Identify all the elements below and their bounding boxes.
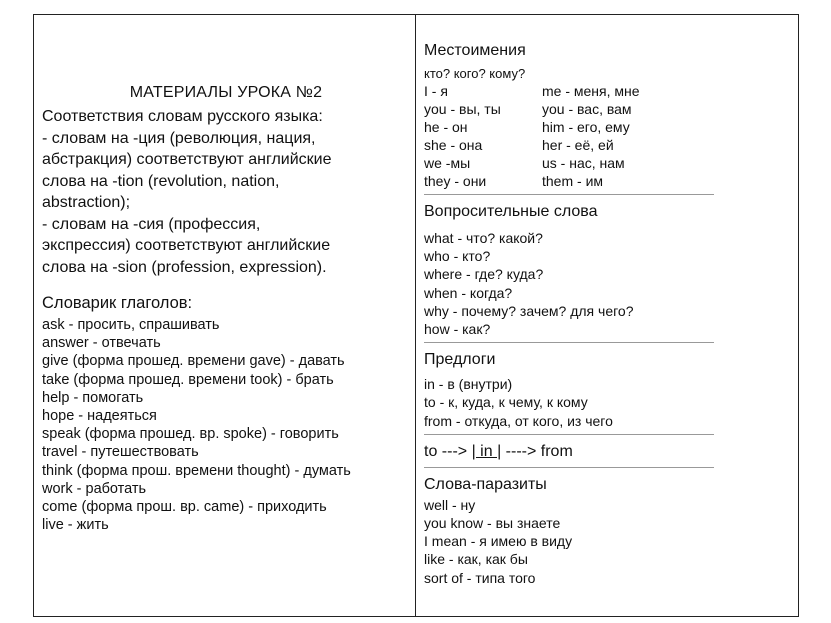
verb-item: work - работать	[42, 480, 147, 497]
correspondence-line: экспрессия) соответствуют английские	[42, 237, 331, 254]
question-word-item: who - кто?	[424, 248, 491, 265]
pronoun-subject: you - вы, ты	[424, 101, 501, 117]
correspondence-line: слова на -tion (revolution, nation,	[42, 172, 280, 190]
pronoun-object: them - им	[542, 173, 604, 189]
right-column	[424, 40, 716, 587]
section-divider	[424, 342, 714, 343]
question-word-item: why - почему? зачем? для чего?	[424, 302, 634, 319]
pronoun-row	[424, 154, 716, 172]
preposition-item: from - откуда, от кого, из чего	[424, 412, 613, 429]
verb-item: travel - путешествовать	[42, 444, 199, 461]
section-divider	[424, 194, 714, 195]
verb-item: help - помогать	[42, 389, 144, 406]
pronoun-subject: I - я	[424, 83, 448, 99]
pronoun-row	[424, 118, 716, 136]
filler-item: I mean - я имею в виду	[424, 533, 573, 550]
verb-item: answer - отвечать	[42, 335, 161, 352]
filler-item: well - ну	[424, 496, 476, 513]
correspondence-line: абстракция) соответствуют английские	[42, 151, 332, 168]
section-divider	[424, 467, 714, 468]
verb-item: take (форма прошед. времени took) - брать	[42, 371, 334, 388]
pronoun-row	[424, 100, 716, 118]
correspondence-line: - словам на -ция (революция, нация,	[42, 129, 316, 147]
verb-item: think (форма прош. времени thought) - думать	[42, 462, 351, 479]
arrow-after: ----> from	[501, 442, 573, 460]
arrow-before: to --->	[424, 442, 472, 460]
pronoun-object: her - её, ей	[542, 137, 614, 153]
pronoun-object: you - вас, вам	[542, 101, 632, 117]
lesson-title: МАТЕРИАЛЫ УРОКА №2	[129, 84, 323, 101]
correspondence-line: abstraction);	[42, 194, 131, 211]
arrow-middle: | in |	[471, 442, 502, 460]
filler-item: sort of - типа того	[424, 569, 536, 586]
preposition-item: to - к, куда, к чему, к кому	[424, 394, 588, 411]
pronouns-question: кто? кого? кому?	[424, 66, 526, 81]
pronoun-subject: we -мы	[424, 155, 471, 171]
column-divider	[415, 14, 416, 617]
pronoun-object: us - нас, нам	[542, 155, 625, 171]
pronoun-object: me - меня, мне	[542, 83, 640, 99]
verb-item: hope - надеяться	[42, 408, 157, 425]
pronouns-title: Местоимения	[424, 42, 526, 59]
verb-item: ask - просить, спрашивать	[42, 317, 220, 333]
correspondence-line: - словам на -сия (профессия,	[42, 215, 261, 233]
correspondence-line: слова на -sion (profession, expression).	[42, 258, 327, 276]
pronoun-row	[424, 136, 716, 154]
question-word-item: how - как?	[424, 321, 491, 338]
question-word-item: when - когда?	[424, 284, 513, 301]
verb-vocab-title: Словарик глаголов:	[42, 294, 193, 312]
question-word-item: what - что? какой?	[424, 230, 543, 246]
pronoun-subject: he - он	[424, 119, 468, 135]
pronoun-row	[424, 172, 716, 190]
pronoun-subject: she - она	[424, 137, 483, 153]
verb-item: live - жить	[42, 517, 109, 534]
verb-item: give (форма прошед. времени gave) - давать	[42, 353, 345, 370]
correspondence-line: Соответствия словам русского языка:	[42, 108, 323, 125]
pronoun-object: him - его, ему	[542, 119, 630, 135]
prepositions-title: Предлоги	[424, 351, 496, 369]
left-column	[42, 84, 410, 534]
questions-title: Вопросительные слова	[424, 203, 598, 220]
filler-item: like - как, как бы	[424, 551, 528, 568]
pronoun-subject: they - они	[424, 173, 487, 189]
filler-item: you know - вы знаете	[424, 515, 561, 532]
pronoun-row	[424, 82, 716, 100]
question-word-item: where - где? куда?	[424, 266, 544, 283]
section-divider	[424, 434, 714, 435]
verb-item: speak (форма прошед. вр. spoke) - говорить	[42, 426, 339, 443]
fillers-title: Слова-паразиты	[424, 475, 547, 493]
verb-item: come (форма прош. вр. came) - приходить	[42, 499, 327, 516]
preposition-item: in - в (внутри)	[424, 376, 513, 393]
preposition-arrow-diagram	[424, 441, 716, 463]
